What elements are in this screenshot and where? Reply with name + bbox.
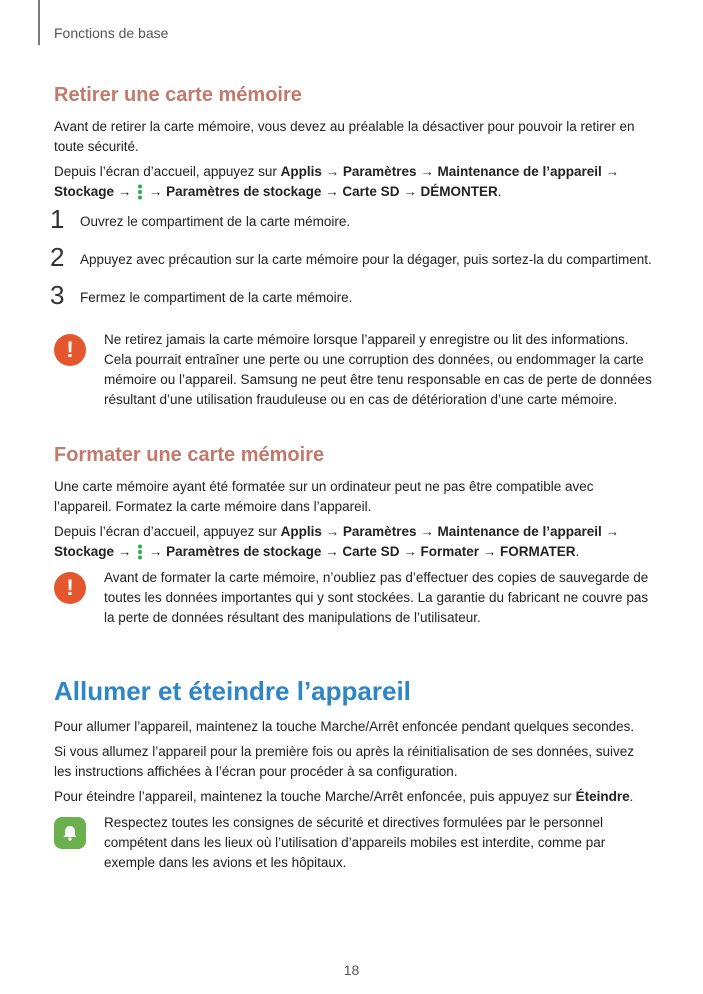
path-text: Depuis l’écran d’accueil, appuyez sur Applis → Paramètres → Maintenance de l’appareil → Stockage → → Paramètres de stockage → Carte SD → Formater → FORMATER. (54, 524, 620, 559)
exclamation-icon: ! (54, 572, 86, 604)
step-number: 1 (50, 204, 65, 234)
step-number: 3 (50, 280, 65, 310)
exclamation-icon: ! (54, 334, 86, 366)
step-item (50, 204, 654, 248)
step-item (50, 242, 654, 286)
more-options-icon (137, 184, 143, 200)
bell-icon (54, 817, 86, 849)
body-text: Pour éteindre l’appareil, maintenez la touche Marche/Arrêt enfoncée, puis appuyez sur Éteindre. (54, 789, 634, 804)
warning-note (54, 330, 654, 410)
step-text: Appuyez avec précaution sur la carte mémoire pour la dégager, puis sortez-la du compartiment. (80, 252, 652, 267)
section-remove-card (50, 84, 654, 410)
page-title: Allumer et éteindre l’appareil (54, 676, 411, 706)
info-note (54, 813, 654, 873)
section-power (54, 676, 654, 873)
warning-note (54, 568, 654, 628)
step-item (50, 280, 654, 324)
intro-text: Une carte mémoire ayant été formatée sur un ordinateur peut ne pas être compatible avec l’appareil. Formatez la carte mémoire dans l’appareil. (54, 479, 594, 514)
note-text: Respectez toutes les consignes de sécurité et directives formulées par le personnel compétent dans les lieux où l’utilisation d’appareils mobiles est interdite, comme par exemple dans les avions et les hôpitaux. (104, 815, 606, 870)
steps-list (50, 204, 654, 324)
path-text: Depuis l’écran d’accueil, appuyez sur Applis → Paramètres → Maintenance de l’appareil → Stockage → → Paramètres de stockage → Carte SD → DÉMONTER. (54, 164, 620, 199)
warning-text: Avant de formater la carte mémoire, n’oubliez pas d’effectuer des copies de sauvegarde de toutes les données importantes qui y sont stockées. La garantie du fabricant ne couvre pas la perte de données résultant des manipulations de l’utilisateur. (104, 570, 649, 625)
step-text: Ouvrez le compartiment de la carte mémoire. (80, 214, 351, 229)
section-title: Retirer une carte mémoire (54, 84, 302, 106)
header-label: Fonctions de base (54, 25, 169, 41)
page-number: 18 (343, 962, 360, 978)
step-text: Fermez le compartiment de la carte mémoire. (80, 290, 353, 305)
body-text: Pour allumer l’appareil, maintenez la touche Marche/Arrêt enfoncée pendant quelques secondes. (54, 719, 635, 734)
section-format-card (54, 444, 654, 628)
warning-text: Ne retirez jamais la carte mémoire lorsque l’appareil y enregistre ou lit des informations. Cela pourrait entraîner une perte ou une corruption des données, ou endommager la carte mémoire ou l’appareil. Samsung ne peut être tenu responsable en cas de perte de données résultant d’une utilisation frauduleuse ou en cas de détérioration d’une carte mémoire. (104, 332, 652, 407)
step-number: 2 (50, 242, 65, 272)
body-text: Si vous allumez l’appareil pour la première fois ou après la réinitialisation de ses données, suivez les instructions affichées à l’écran pour procéder à sa configuration. (54, 744, 635, 779)
intro-text: Avant de retirer la carte mémoire, vous devez au préalable la désactiver pour pouvoir la retirer en toute sécurité. (54, 119, 635, 154)
header-rule (38, 0, 40, 45)
more-options-icon (137, 544, 143, 560)
section-title: Formater une carte mémoire (54, 444, 325, 466)
